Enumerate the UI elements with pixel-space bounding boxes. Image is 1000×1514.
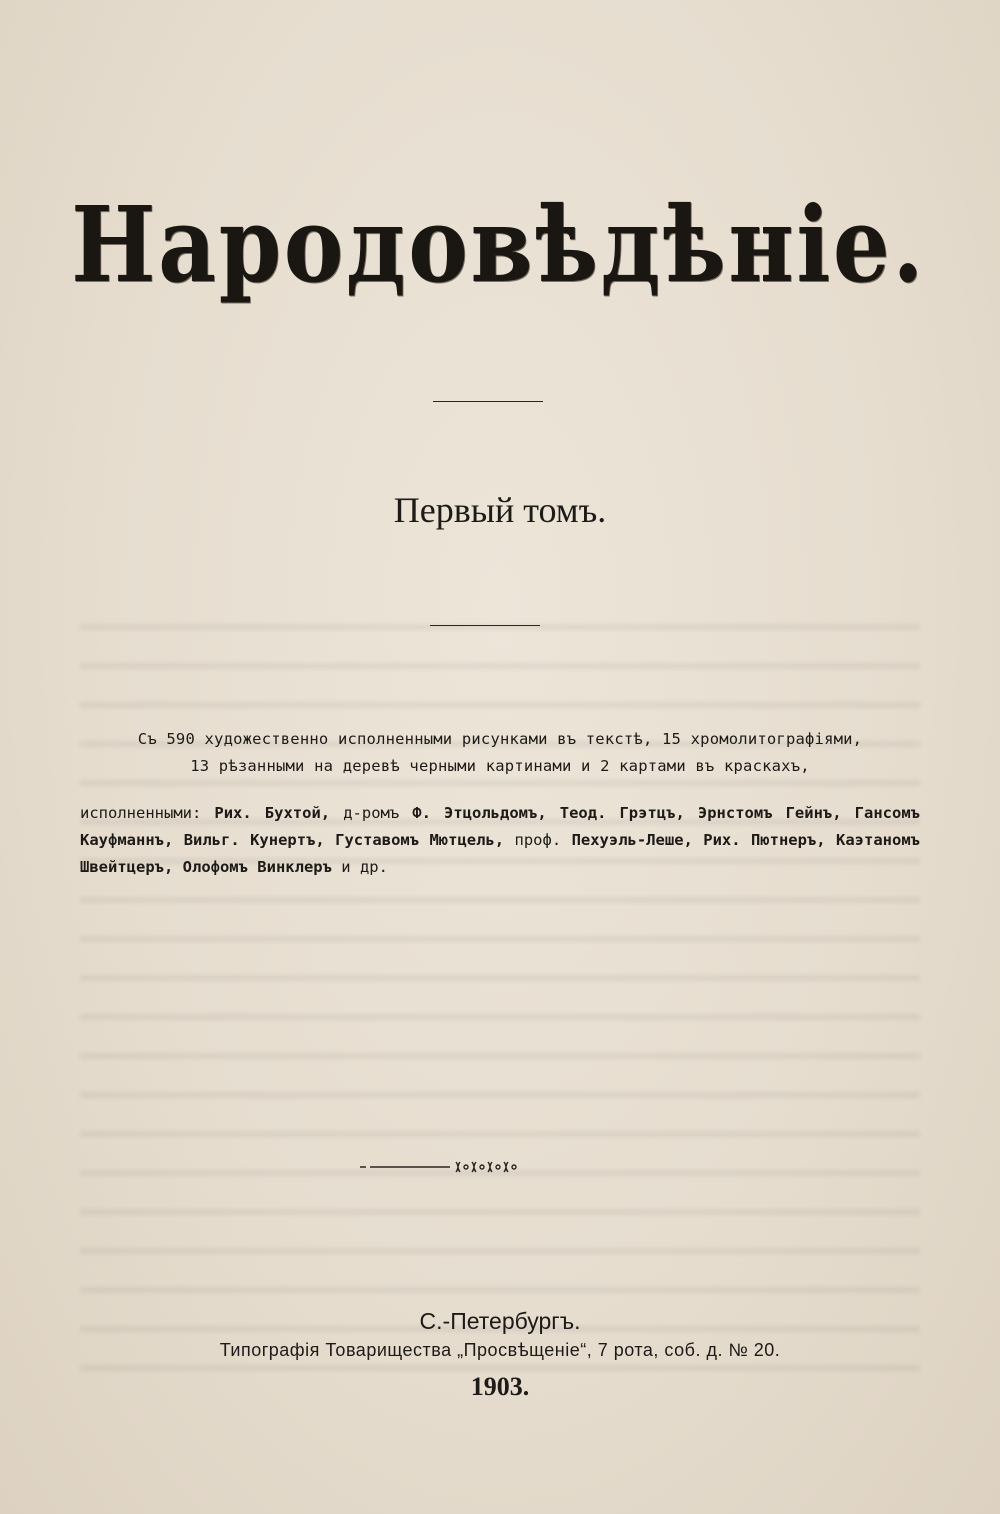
divider-rule xyxy=(430,625,540,626)
artists-credit xyxy=(80,800,920,881)
imprint-year: 1903. xyxy=(470,1372,530,1401)
artists-prof: проф. xyxy=(514,831,572,849)
illustrations-note xyxy=(0,726,1000,780)
volume-label: Первый томъ. xyxy=(393,490,607,530)
show-through-texture xyxy=(80,600,920,1380)
artists-suffix: и др. xyxy=(341,858,388,876)
artists-prefix: исполненными: xyxy=(80,804,215,822)
divider-rule xyxy=(433,401,543,402)
illustrations-line-1: Съ 590 художественно исполненными рисунками въ текстѣ, 15 хромолитографіями, xyxy=(137,730,863,748)
illustrations-line-2: 13 рѣзанными на деревѣ черными картинами и 2 картами въ краскахъ, xyxy=(190,757,810,775)
artists-names-b: Ф. Этцольдомъ, Теод. Грэтцъ, Эрнстомъ Гейнъ, Гансомъ Кауфманнъ, Вильг. Кунертъ, Густавомъ Мютцель, xyxy=(80,804,920,849)
artists-names-a: Рих. Бухтой, xyxy=(214,804,344,822)
ornament-divider xyxy=(360,1158,520,1176)
book-title: Народовѣдѣніе. xyxy=(71,183,927,306)
imprint-printer: Типографія Товарищества „Просвѣщеніе“, 7 рота, соб. д. № 20. xyxy=(219,1340,781,1360)
artists-names-c: Пехуэль-Леше, Рих. Пютнеръ, Каэтаномъ Швейтцеръ, Олофомъ Винклеръ xyxy=(80,831,920,876)
artists-dr: д-ромъ xyxy=(343,804,413,822)
imprint-city: С.-Петербургъ. xyxy=(419,1308,581,1334)
